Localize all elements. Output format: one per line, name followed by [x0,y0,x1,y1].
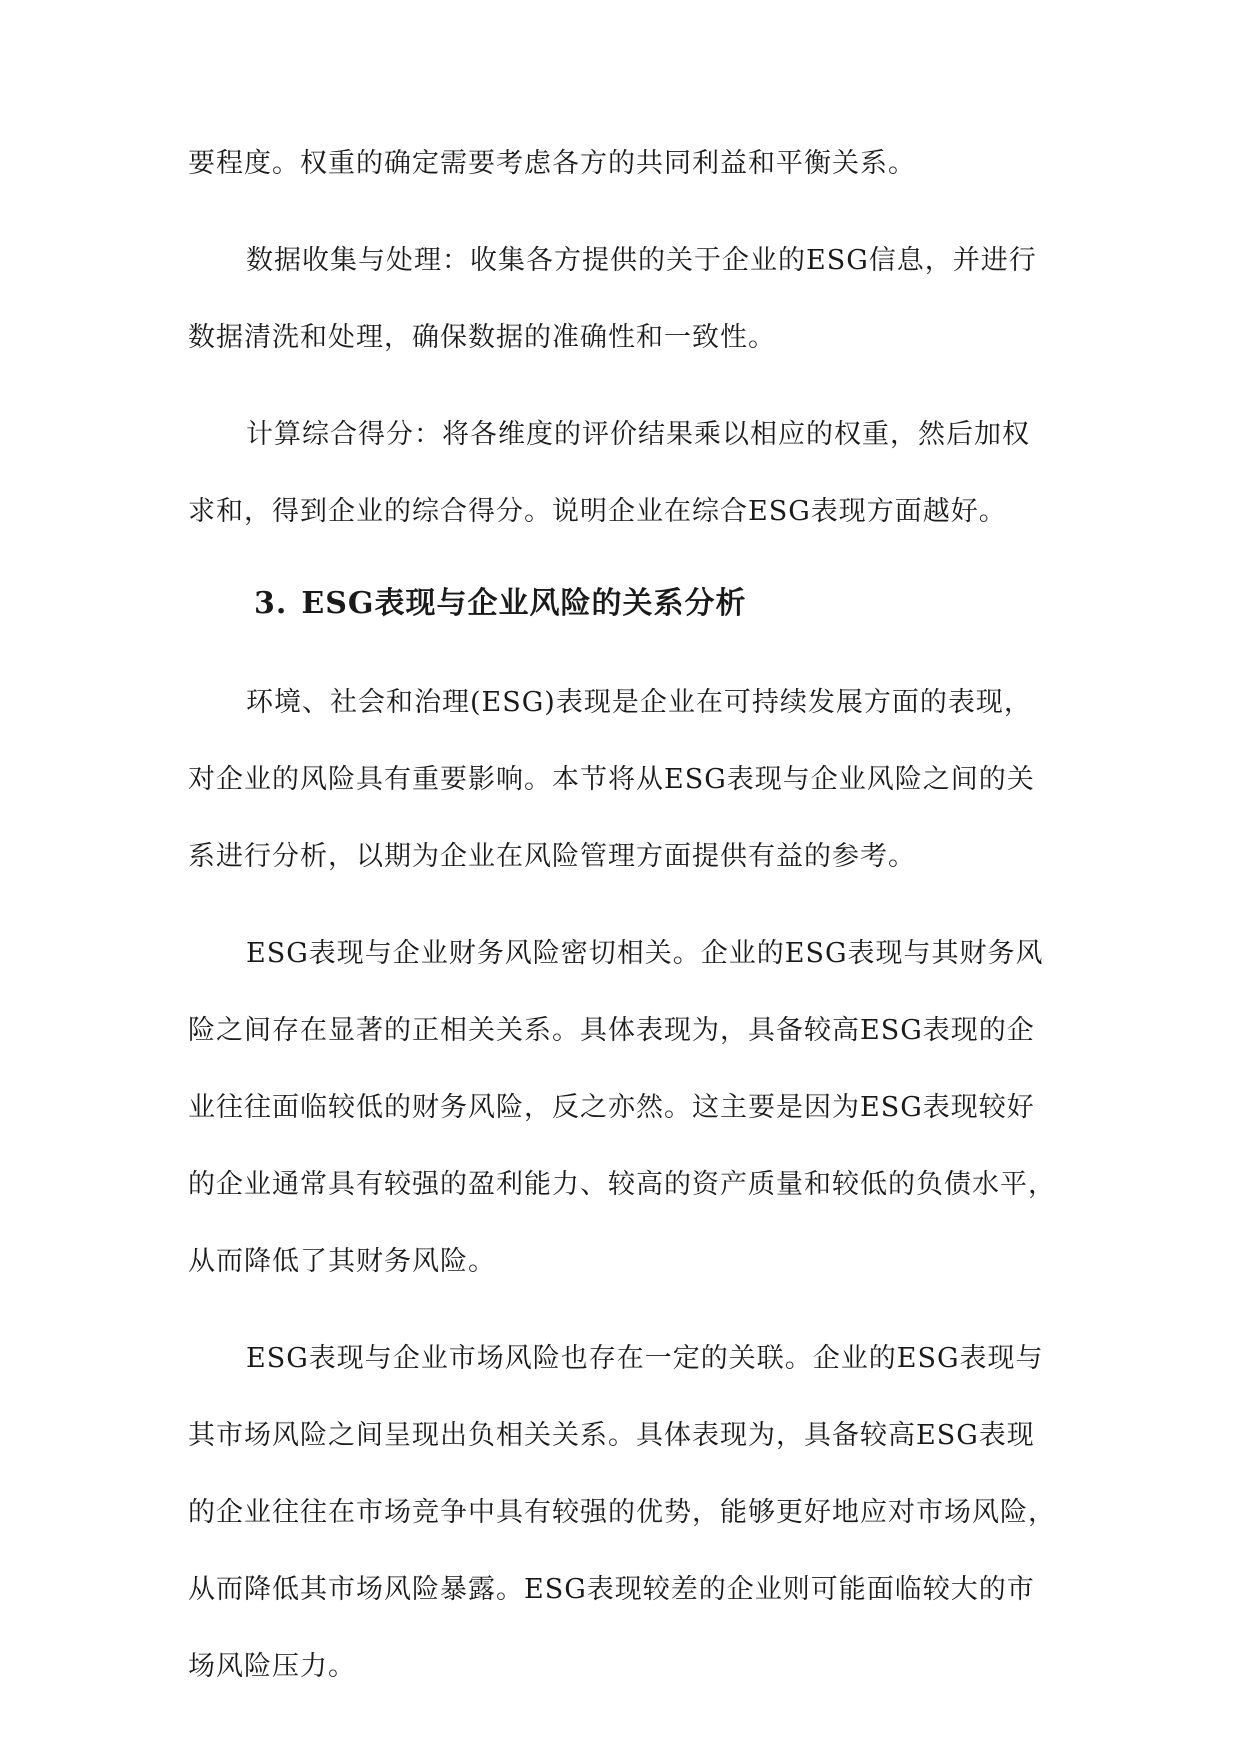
text-line: 环境、社会和治理(ESG)表现是企业在可持续发展方面的表现， [246,687,1032,718]
paragraph-market-risk [188,1320,1054,1705]
text-line: 系进行分析，以期为企业在风险管理方面提供有益的参考。 [188,841,916,872]
text-line: 其市场风险之间呈现出负相关关系。具体表现为，具备较高ESG表现 [188,1420,1035,1451]
text-line: 险之间存在显著的正相关关系。具体表现为，具备较高ESG表现的企 [188,1015,1035,1046]
text-line: 要程度。权重的确定需要考虑各方的共同利益和平衡关系。 [188,148,916,179]
text-line: 场风险压力。 [188,1651,356,1682]
text-line: 计算综合得分：将各维度的评价结果乘以相应的权重，然后加权 [246,419,1030,450]
text-line: ESG表现与企业市场风险也存在一定的关联。企业的ESG表现与 [246,1343,1044,1374]
text-line: 的企业通常具有较强的盈利能力、较高的资产质量和较低的负债水平， [188,1169,1056,1200]
text-line: 从而降低其市场风险暴露。ESG表现较差的企业则可能面临较大的市 [188,1574,1035,1605]
text-line: 数据收集与处理：收集各方提供的关于企业的ESG信息，并进行 [246,245,1037,276]
paragraph-data-collection [188,222,1054,376]
section-heading [188,572,1054,636]
paragraph-weight-continuation [188,125,1054,202]
paragraph-financial-risk [188,915,1054,1300]
paragraph-esg-intro [188,664,1054,895]
section-number: 3. [254,586,288,621]
text-line: ESG表现与企业财务风险密切相关。企业的ESG表现与其财务风 [246,938,1044,969]
text-line: 的企业往往在市场竞争中具有较强的优势，能够更好地应对市场风险， [188,1497,1056,1528]
paragraph-composite-score [188,396,1054,550]
section-title: ESG表现与企业风险的关系分析 [301,586,747,621]
text-line: 对企业的风险具有重要影响。本节将从ESG表现与企业风险之间的关 [188,764,1035,795]
document-page [188,125,1054,1725]
text-line: 从而降低了其财务风险。 [188,1246,496,1277]
text-line: 数据清洗和处理，确保数据的准确性和一致性。 [188,322,776,353]
text-line: 求和，得到企业的综合得分。说明企业在综合ESG表现方面越好。 [188,496,1007,527]
text-line: 业往往面临较低的财务风险，反之亦然。这主要是因为ESG表现较好 [188,1092,1035,1123]
